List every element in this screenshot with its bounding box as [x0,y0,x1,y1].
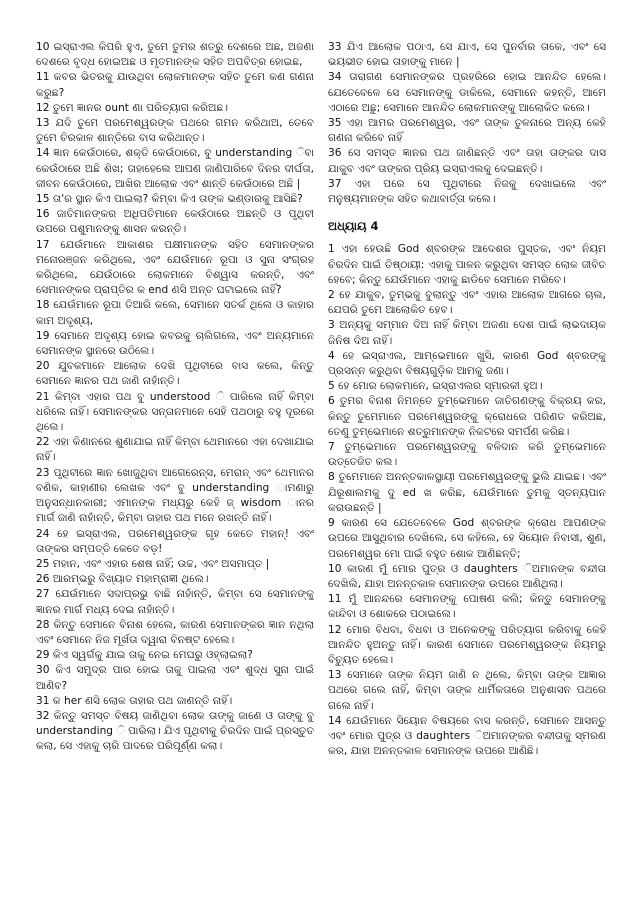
verse: 36 ସେ ସମସ୍ତ ଜ୍ଞାନର ପଥ ଜାଣିଛନ୍ତି ଏବଂ ତାହା ତାଙ୍କର ଦାସ ଯାକୁବ ଏବଂ ତାଙ୍କର ପ୍ରିୟ ଇସ୍ରାଏଲକୁ ଦେଇଛନ୍ତି। [328,147,606,175]
verse: 34 ତାରାଗଣ ସେମାନଙ୍କର ପ୍ରହରିରେ ହୋଇ ଆନନ୍ଦିତ ହେଲେ। ଯେତେବେଳେ ସେ ସେମାନଙ୍କୁ ଡାକିଲେ, ସେମାନେ କହନ୍ତି, ଆମେ ଏଠାରେ ଅଛୁ; ସେମାନେ ଆନନ୍ଦିତ ଲୋକମାନଙ୍କୁ ଆଲୋକିତ କଲେ। [328,71,606,114]
verse: 7 ତୁମ୍ଭେମାନେ ପରମେଶ୍ୱରଙ୍କୁ ବଳିଦାନ କରି ତୁମ୍ଭେମାନେ ଉତ୍ତେଜିତ କଲ। [328,441,606,469]
verse: 30 କିଏ ସମୁଦ୍ର ପାର ହୋଇ ତାକୁ ପାଇଲା ଏବଂ ଶୁଦ୍ଧ ସୁନା ପାଇଁ ଆଣିବ? [36,664,314,692]
verse: 12 ତୁମେ ଜ୍ଞାନର ount ଣା ପରିତ୍ୟାଗ କରିଅଛ। [36,101,228,114]
verse: 9 କାରଣ ସେ ଯେତେବେଳେ God ଶ୍ବରଙ୍କ କ୍ରୋଧ ଆପଣଙ୍କ ଉପରେ ଆସୁଥିବାର ଦେଖିଲେ, ସେ କହିଲେ, ହେ ସିୟୋନ ନିବାସୀ, ଶୁଣ, ପରମେଶ୍ୱର ମୋ ପାଇଁ ବହୁତ ଶୋକ ଆଣିଛନ୍ତି; [328,517,606,560]
verse: 23 ପୃଥିବୀରେ ଜ୍ଞାନ ଖୋଜୁଥିବା ଆଗେରେନ୍ସ, ମେରାନ୍ ଏବଂ ଥେମାନର ବଣିକ, କାହାଣୀର ଲେଖକ ଏବଂ ବୁ understanding ାମଣାରୁ ଅନୁସନ୍ଧାନକାରୀ; ଏମାନଙ୍କ ମଧ୍ୟରୁ କେହି ଜ୍ wisdom ାନର ମାର୍ଗ ଜାଣି ନାହାଁନ୍ତି, କିମ୍ବା ତାହାର ପଥ ମନେ ରଖନ୍ତି ନାହିଁ। [36,466,314,525]
verse: 4 ହେ ଇସ୍ରାଏଲ, ଆମ୍ଭେମାନେ ଖୁସି, କାରଣ God ଶ୍ବରଙ୍କୁ ପ୍ରସନ୍ନ କରୁଥିବା ବିଷୟଗୁଡ଼ିକ ଆମକୁ ଜଣା। [328,349,606,378]
verse: 10 କାରଣ ମୁଁ ମୋର ପୁତ୍ର ଓ daughters ିଅମାନଙ୍କ ବନ୍ଦୀତା ଦେଖିଲି, ଯାହା ଅନନ୍ତକାଳ ସେମାନଙ୍କ ଉପରେ ଆଣିଥିଲା। [328,562,606,590]
verse: 11 କବର ଭିତରକୁ ଯାଉଥିବା ଲୋକମାନଙ୍କ ସହିତ ତୁମେ କଣ ଗଣନା କରୁଛ? [36,71,314,99]
right-column [328,40,606,882]
left-column [36,40,314,882]
verse: 3 ଅନ୍ୟକୁ ସମ୍ମାନ ଦିଅ ନାହିଁ କିମ୍ବା ଅଜଣା ଦେଶ ପାଇଁ ଲାଭଦାୟକ ଜିନିଷ ଦିଅ ନାହିଁ। [328,319,606,347]
chapter-3-end-verses [328,40,606,207]
verse: 12 ମୋର ବିଧବା, ବିଧବା ଓ ଅନେକଙ୍କୁ ପରିତ୍ୟାଗ କରିବାକୁ କେହି ଆନନ୍ଦିତ ହୁଅନ୍ତୁ ନାହିଁ। କାରଣ ସେମାନେ ପରମେଶ୍ୱରଙ୍କ ନିୟମରୁ ବିଚ୍ୟୁତ ହେଲେ। [328,623,606,666]
verse: 33 ଯିଏ ଆଲୋକ ପଠାଏ, ସେ ଯାଏ, ସେ ପୁନର୍ବାର ତାକେ, ଏବଂ ସେ ଭୟଭୀତ ହୋଇ ତାହାଙ୍କୁ ମାନେ | [328,41,606,69]
verse: 14 ଜ୍ଞାନ କେଉଁଠାରେ, ଶକ୍ତି କେଉଁଠାରେ, ବୁ understanding ିବା କେଉଁଠାରେ ଅଛି ଶିଖ; ତାହାହେଲେ ଆପଣ ଜାଣିପାରିବେ ଦିନର ଦୀର୍ଘତା, ଜୀବନ କେଉଁଠାରେ, ଆଖିର ଆଲୋକ ଏବଂ ଶାନ୍ତି କେଉଁଠାରେ ଅଛି | [36,147,314,190]
verse: 2 ହେ ଯାକୁବ, ତୁମ୍ଭକୁ ବୁଲାନ୍ତୁ ଏବଂ ଏହାର ଆଲୋକ ଆଗରେ ଚାଲ, ଯେପରି ତୁମେ ଆଲୋକିତ ହେବ। [328,289,606,317]
verse: 5 ହେ ମୋର ଲୋକମାନେ, ଇସ୍ରାଏଲର ସ୍ମାରକୀ ହୁଅ। [328,380,543,393]
verse: 13 ଯଦି ତୁମେ ପରମେଶ୍ୱରଙ୍କ ପଥରେ ଗମନ କରିଥାଅ, ତେବେ ତୁମେ ଚିରକାଳ ଶାନ୍ତିରେ ବାସ କରିଥାନ୍ତ। [36,117,314,145]
verse: 25 ମହାନ, ଏବଂ ଏହାର ଶେଷ ନାହିଁ; ଉଚ୍ଚ, ଏବଂ ଅସମାପ୍ତ | [36,557,270,570]
verse: 21 କିମ୍ବା ଏହାର ପଥ ବୁ understood ି ପାରିଲେ ନାହିଁ କିମ୍ବା ଧରିଲେ ନାହିଁ। ସେମାନଙ୍କର ସନ୍ତାନମାନେ ସେହି ପଥଠାରୁ ବହୁ ଦୂରରେ ଥିଲେ। [36,390,314,434]
verse: 8 ତୁମେମାନେ ଅନନ୍ତକାଳସ୍ଥାୟୀ ପରମେଶ୍ୱରଙ୍କୁ ଭୁଲି ଯାଇଛ। ଏବଂ ଯିରୂଶାଲମକୁ ଦୁ ed ଖ କରିଛ, ଯେଉଁମାନେ ତୁମକୁ ସ୍ତନ୍ୟପାନ କରାଉଛନ୍ତି | [328,471,606,514]
verse: 1 ଏହା ହେଉଛି God ଶ୍ବରଙ୍କ ଆଦେଶର ପୁସ୍ତକ, ଏବଂ ନିୟମ ଚିରଦିନ ପାଇଁ ତିଷ୍ଠାୟୀ: ଏହାକୁ ପାଳନ କରୁଥିବା ସମସ୍ତ ଲୋକ ଜୀବିତ ହେବେ; କିନ୍ତୁ ଯେଉଁମାନେ ଏହାକୁ ଛାଡିବେ ସେମାନେ ମରିବେ। [328,243,606,286]
verse: 27 ଯେଉଁମାନେ ସଦାପ୍ରଭୁ ବାଛି ନାହାଁନ୍ତି, କିମ୍ବା ସେ ସେମାନଙ୍କୁ ଜ୍ଞାନର ମାର୍ଗ ମଧ୍ୟ ଦେଇ ନାହାଁନ୍ତି। [36,588,314,616]
verse: 28 କିନ୍ତୁ ସେମାନେ ବିନାଶ ହେଲେ, କାରଣ ସେମାନଙ୍କର ଜ୍ଞାନ ନଥିଲା ଏବଂ ସେମାନେ ନିଜ ମୂର୍ଖତା ଦ୍ୱାରା ବିନଷ୍ଟ ହେଲେ। [36,618,314,646]
verse: 6 ତୁମର ବିନାଶ ନିମନ୍ତେ ତୁମ୍ଭେମାନେ ଜାତିଗଣଙ୍କୁ ବିକ୍ରୟ କର, କିନ୍ତୁ ତୁମେମାନେ ପରମେଶ୍ୱରଙ୍କୁ କ୍ରୋଧରେ ପରିଣତ କରିଅଛ, ତେଣୁ ତୁମ୍ଭେମାନେ ଶତ୍ରୁମାନଙ୍କ ନିକଟରେ ସମର୍ପଣ କରିଛ। [328,395,606,438]
verse: 32 କିନ୍ତୁ ସମସ୍ତ ବିଷୟ ଜାଣିଥିବା ଲୋକ ତାଙ୍କୁ ଜାଣେ ଓ ତାଙ୍କୁ ବୁ understanding ି ପାରିଲା। ଯିଏ ପୃଥିବୀକୁ ଚିରଦିନ ପାଇଁ ପ୍ରସ୍ତୁତ କଲା, ସେ ଏହାକୁ ଚାରି ପାଦରେ ପରିପୂର୍ଣ୍ଣ କଲା। [36,709,314,753]
verse: 22 ଏହା କିଣାନରେ ଶୁଣାଯାଇ ନାହିଁ କିମ୍ବା ଥେମାନରେ ଏହା ଦେଖାଯାଇ ନାହିଁ। [36,436,314,464]
chapter-heading: ଅଧ୍ୟାୟ 4 [328,219,379,234]
verse: 26 ଆରମ୍ଭରୁ ବିଖ୍ୟାତ ମହାମ୍ରାଜ୍ଞୀ ଥିଲେ। [36,573,209,586]
chapter-4-verses [328,242,606,759]
verse: 19 ସେମାନେ ଅଦୃଶ୍ୟ ହୋଇ କବରକୁ ଚାଲିଗଲେ, ଏବଂ ଅନ୍ୟମାନେ ସେମାନଙ୍କ ସ୍ଥାନରେ ଉଠିଲେ। [36,329,314,358]
verse: 24 ହେ ଇସ୍ରାଏଲ, ପରମେଶ୍ୱରଙ୍କ ଗୃହ କେତେ ମହାନ୍! ଏବଂ ତାଙ୍କର ସମ୍ପତ୍ତି କେତେ ବଡ଼! [36,527,314,555]
verse: 29 କିଏ ସ୍ୱର୍ଗକୁ ଯାଇ ତାକୁ ନେଇ ମେଘରୁ ଓହ୍ଲାଇଲା? [36,649,253,662]
verse: 20 ଯୁବକମାନେ ଆଲୋକ ଦେଖି ପୃଥିବୀରେ ବାସ କଲେ, କିନ୍ତୁ ସେମାନେ ଜ୍ଞାନର ପଥ ଜାଣି ନାହାଁନ୍ତି। [36,360,314,388]
verse: 11 ମୁଁ ଆନନ୍ଦରେ ସେମାନଙ୍କୁ ପୋଷଣ କଲି; କିନ୍ତୁ ସେମାନଙ୍କୁ କାନ୍ଦିବା ଓ ଶୋକରେ ପଠାଇଲେ। [328,593,606,621]
verse: 15 ତା'ର ସ୍ଥାନ କିଏ ପାଇଲା? କିମ୍ବା କିଏ ତାଙ୍କ ଭଣ୍ଡାରକୁ ଆସିଛି? [36,193,303,206]
verse: 10 ଇସ୍ରାଏଲ କିପରି ହୁଏ, ତୁମେ ତୁମର ଶତ୍ରୁ ଦେଶରେ ଅଛ, ଅଜଣା ଦେଶରେ ବୃଦ୍ଧ ହୋଇଅଛ ଓ ମୃତମାନଙ୍କ ସହିତ ଅପବିତ୍ର ହୋଇଛ, [36,41,314,69]
verse: 16 ଜାତିମାନଙ୍କର ଅଧିପତିମାନେ କେଉଁଠାରେ ଅଛନ୍ତି ଓ ପୃଥିବୀ ଉପରେ ପଶୁମାନଙ୍କୁ ଶାସନ କରନ୍ତି। [36,208,314,236]
verse: 18 ଯେଉଁମାନେ ରୂପା ତିଆରି କଲେ, ସେମାନେ ସତର୍କ ଥିଲେ ଓ କାହାର କାମ ଅଦୃଶ୍ୟ, [36,299,314,327]
verse: 31 କ her ଣସି ଲୋକ ତାହାର ପଥ ଜାଣନ୍ତି ନାହିଁ। [36,694,233,707]
verse: 37 ଏହା ପରେ ସେ ପୃଥିବୀରେ ନିଜକୁ ଦେଖାଇଲେ ଏବଂ ମନୁଷ୍ୟମାନଙ୍କ ସହିତ କଥାବାର୍ତ୍ତା କଲେ। [328,177,606,206]
verse: 14 ଯେଉଁମାନେ ସିୟୋନ ବିଷୟରେ ବାସ କରନ୍ତି, ସେମାନେ ଆସନ୍ତୁ ଏବଂ ମୋର ପୁତ୍ର ଓ daughters ିଅମାନଙ୍କର ବନ୍ଦୀତାକୁ ସ୍ମରଣ କର, ଯାହା ଅନନ୍ତକାଳ ସେମାନଙ୍କ ଉପରେ ଆଣିଛି। [328,714,606,758]
verse: 17 ଯେଉଁମାନେ ଆକାଶର ପକ୍ଷୀମାନଙ୍କ ସହିତ ସେମାନଙ୍କର ମନୋରଞ୍ଜନ କରିଥିଲେ, ଏବଂ ଯେଉଁମାନେ ରୂପା ଓ ସୁନା ସଂଗ୍ରହ କରିଥିଲେ, ଯେଉଁଠାରେ ଲୋକମାନେ ବିଶ୍ୱାସ କରନ୍ତି, ଏବଂ ସେମାନଙ୍କର ପ୍ରାପ୍ତିର କ end ଣସି ଅନ୍ତ ଘଟାଇଲେ ନାହିଁ? [36,238,314,297]
verse: 35 ଏହା ଆମର ପରମେଶ୍ୱର, ଏବଂ ତାଙ୍କ ତୁଳନାରେ ଅନ୍ୟ କେହି ଗଣନା କରିବେ ନାହିଁ [328,117,606,145]
verse: 13 ସେମାନେ ତାଙ୍କ ନିୟମ ଜାଣି ନ ଥିଲେ, କିମ୍ବା ତାଙ୍କ ଆଜ୍ଞାର ପଥରେ ଗଲେ ନାହିଁ, କିମ୍ବା ତାଙ୍କ ଧାର୍ମିକତାରେ ଅନୁଶାସନ ପଥରେ ଗଲେ ନାହିଁ। [328,669,606,712]
